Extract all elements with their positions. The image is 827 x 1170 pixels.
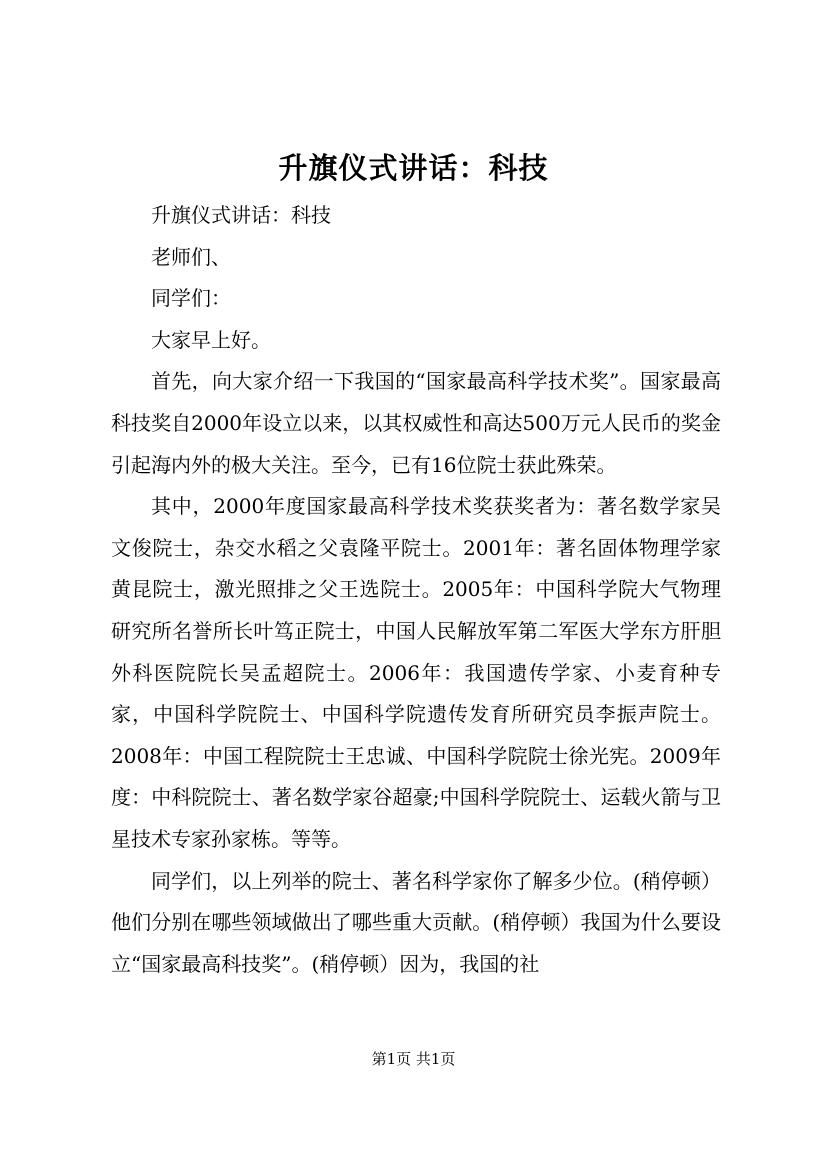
paragraph-heading: 升旗仪式讲话：科技: [151, 203, 331, 227]
paragraph-award-intro: 首先，向大家介绍一下我国的“国家最高科学技术奖”。国家最高科技奖自2000年设立以来，以其权威性和高达500万元人民币的奖金引起海内外的极大关注。至今，已有16位院士获此殊荣。: [111, 369, 721, 477]
page-footer: 第1页 共1页: [371, 1050, 456, 1068]
paragraph-greeting-students: 同学们：: [151, 286, 231, 311]
document-title: 升旗仪式讲话：科技: [278, 151, 549, 185]
document-body: [111, 195, 721, 985]
paragraph-questions: 同学们，以上列举的院士、著名科学家你了解多少位。(稍停顿）他们分别在哪些领域做出了哪些重大贡献。(稍停顿）我国为什么要设立“国家最高科技奖”。(稍停顿）因为，我国的社: [111, 868, 721, 976]
paragraph-award-winners: 其中，2000年度国家最高科学技术奖获奖者为：著名数学家吴文俊院士，杂交水稻之父袁隆平院士。2001年：著名固体物理学家黄昆院士，激光照排之父王选院士。2005年：中国科学院大气物理研究所名誉所长叶笃正院士，中国人民解放军第二军医大学东方肝胆外科医院院长吴孟超院士。2006年：我国遗传学家、小麦育种专家，中国科学院院士、中国科学院遗传发育所研究员李振声院士。2008年：中国工程院院士王忠诚、中国科学院院士徐光宪。2009年度：中科院院士、著名数学家谷超豪;中国科学院院士、运载火箭与卫星技术专家孙家栋。等等。: [111, 494, 721, 851]
paragraph-good-morning: 大家早上好。: [151, 327, 271, 352]
paragraph-greeting-teachers: 老师们、: [151, 244, 231, 269]
